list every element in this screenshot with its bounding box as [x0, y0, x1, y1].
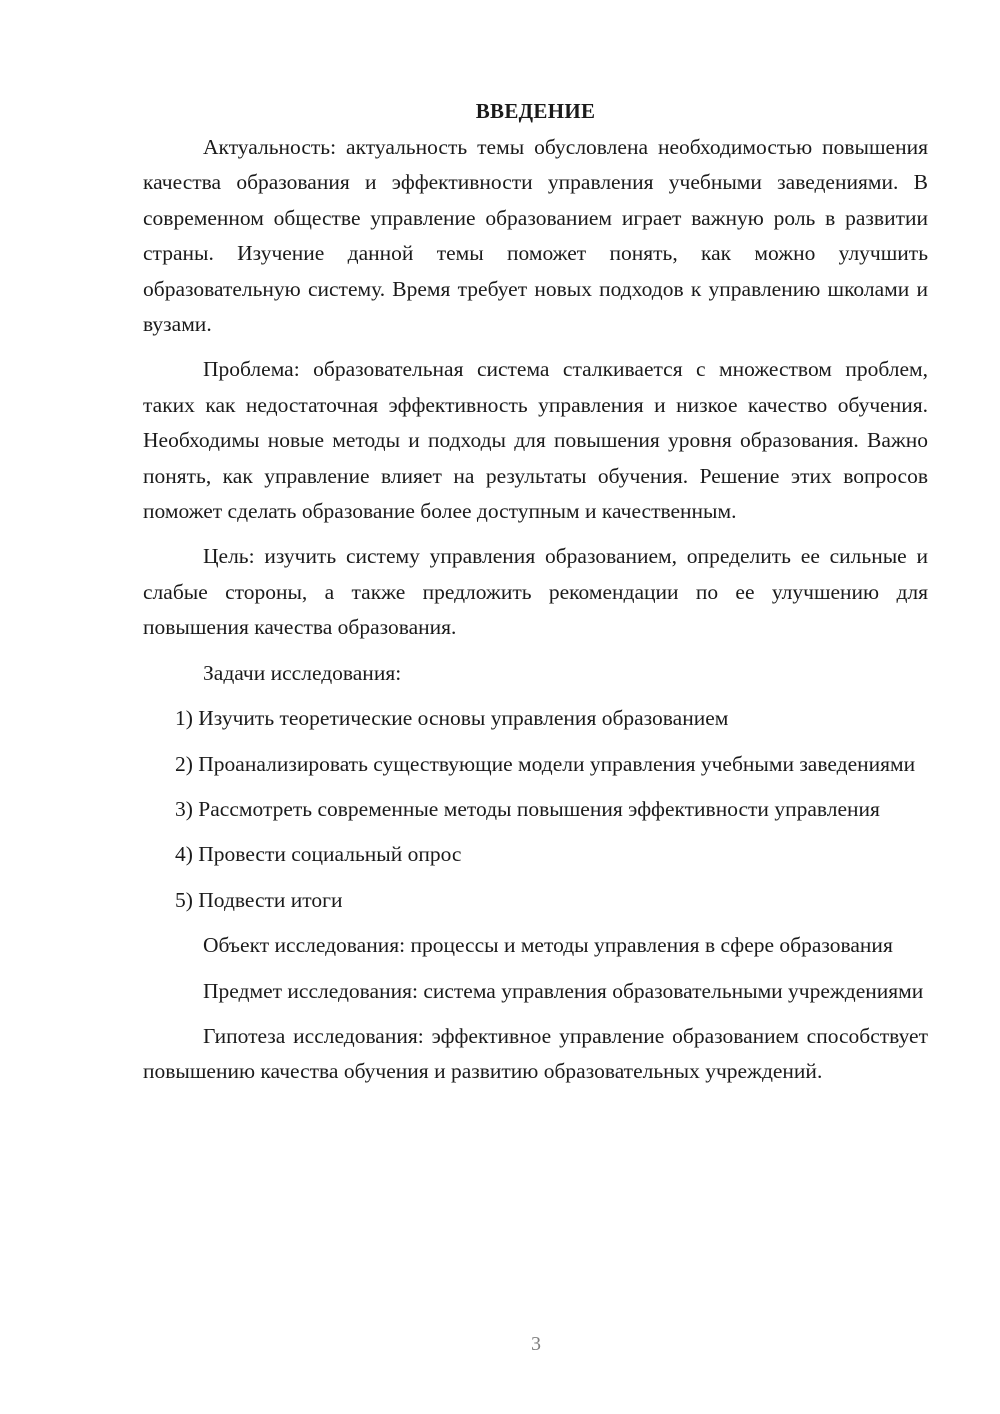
object-paragraph: Объект исследования: процессы и методы управления в сфере образования: [203, 933, 893, 958]
goal-paragraph: Цель: изучить систему управления образованием, определить ее сильные и слабые стороны, а также предложить рекомендации по ее улучшению для повышения качества образования.: [143, 544, 928, 640]
task-item-5: 5) Подвести итоги: [175, 887, 343, 912]
task-item-4: 4) Провести социальный опрос: [175, 842, 462, 867]
task-item-1: 1) Изучить теоретические основы управления образованием: [175, 706, 729, 731]
hypothesis-paragraph: Гипотеза исследования: эффективное управление образованием способствует повышению качества обучения и развитию образовательных учреждений.: [143, 1023, 928, 1084]
task-item-3: 3) Рассмотреть современные методы повышения эффективности управления: [175, 796, 880, 821]
subject-paragraph: Предмет исследования: система управления образовательными учреждениями: [203, 978, 924, 1003]
page-title: ВВЕДЕНИЕ: [475, 99, 596, 123]
relevance-paragraph: Актуальность: актуальность темы обусловлена необходимостью повышения качества образования и эффективности управления учебными заведениями. В современном обществе управление образованием играет важную роль в развитии страны. Изучение данной темы поможет понять, как можно улучшить образовательную систему. Время требует новых подходов к управлению школами и вузами.: [143, 135, 928, 337]
problem-paragraph: Проблема: образовательная система сталкивается с множеством проблем, таких как недостаточная эффективность управления и низкое качество обучения. Необходимы новые методы и подходы для повышения уровня образования. Важно понять, как управление влияет на результаты обучения. Решение этих вопросов поможет сделать образование более доступным и качественным.: [143, 357, 928, 524]
page-number: 3: [531, 1333, 541, 1355]
task-item-2: 2) Проанализировать существующие модели управления учебными заведениями: [175, 751, 916, 776]
document-page: [143, 96, 928, 1090]
tasks-heading: Задачи исследования:: [203, 660, 402, 685]
